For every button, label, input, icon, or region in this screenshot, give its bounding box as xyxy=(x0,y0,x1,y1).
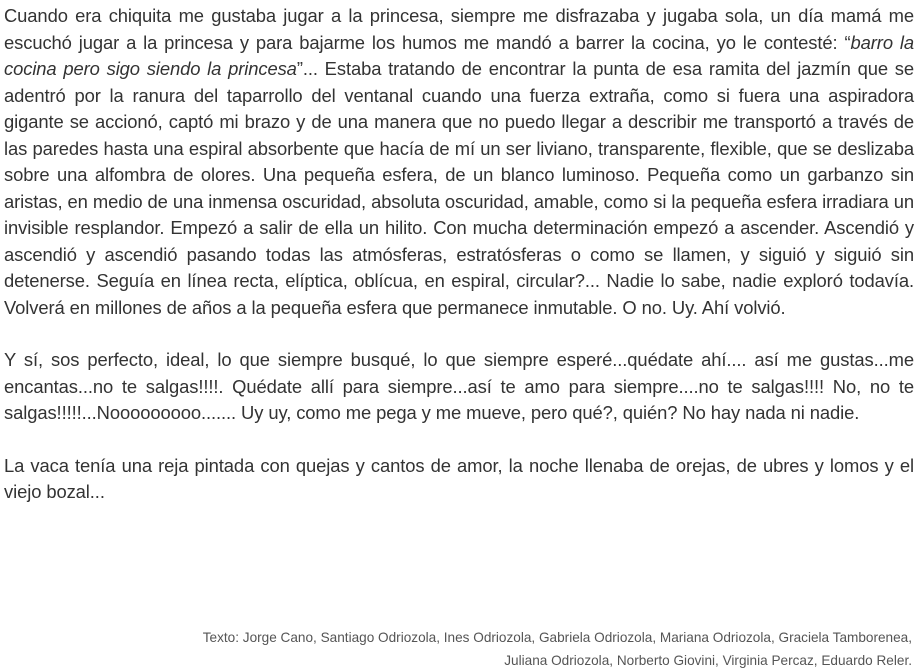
paragraph-3: La vaca tenía una reja pintada con quejas y cantos de amor, la noche llenaba de orejas, de ubres y lomos y el viejo bozal... xyxy=(4,454,914,502)
paragraph-1-quote: barro la cocina pero sigo siendo la princesa xyxy=(4,31,914,79)
paragraph-1-after-quote: ”... Estaba tratando de encontrar la punta de esa ramita del jazmín que se adentró por la ranura del taparrollo del ventanal cuando una fuerza extraña, como si fuera una aspiradora gigante se accionó, captó mi brazo y de una manera que no puedo llegar a describir me transportó a través de las paredes hasta una espiral absorbente que hacía de mí un ser liviano, transparente, flexible, que se deslizaba sobre una alfombra de olores. Una pequeña esfera, de un blanco luminoso. Pequeña como un garbanzo sin aristas, en medio de una inmensa oscuridad, absoluta oscuridad, amable, como si la pequeña esfera irradiara un invisible resplandor. Empezó a salir de ella un hilito. Con mucha determinación empezó a ascender. Ascendió y ascendió y ascendió pasando todas las atmósferas, estratósferas o como se llamen, y siguió y siguió sin detenerse. Seguía en línea recta, elíptica, oblícua, en espiral, circular?... Nadie lo sabe, nadie exploró todavía. Volverá en millones de años a la pequeña esfera que permanece inmutable. O no. Uy. Ahí volvió. xyxy=(4,58,915,318)
paragraph-1 xyxy=(4,3,914,321)
paragraph-1-before-quote: Cuando era chiquita me gustaba jugar a la princesa, siempre me disfrazaba y jugaba sola, un día mamá me escuchó jugar a la princesa y para bajarme los humos me mandó a barrer la cocina, yo le contesté: “ xyxy=(4,5,914,53)
credits-line-2: Juliana Odriozola, Norberto Giovini, Virginia Percaz, Eduardo Reler. xyxy=(504,653,912,668)
paragraph-2: Y sí, sos perfecto, ideal, lo que siempre busqué, lo que siempre esperé...quédate ahí.... así me gustas...me encantas...no te salgas!!!!. Quédate allí para siempre...así te amo para siempre....no te salgas!!!! No, no te salgas!!!!!...Nooooooooo....... Uy uy, como me pega y me mueve, pero qué?, quién? No hay nada ni nadie. xyxy=(4,349,914,423)
credits-line-1: Texto: Jorge Cano, Santiago Odriozola, Ines Odriozola, Gabriela Odriozola, Mariana Odriozola, Graciela Tamborenea, xyxy=(202,630,912,645)
author-credits xyxy=(92,626,912,672)
article-body xyxy=(4,0,914,506)
